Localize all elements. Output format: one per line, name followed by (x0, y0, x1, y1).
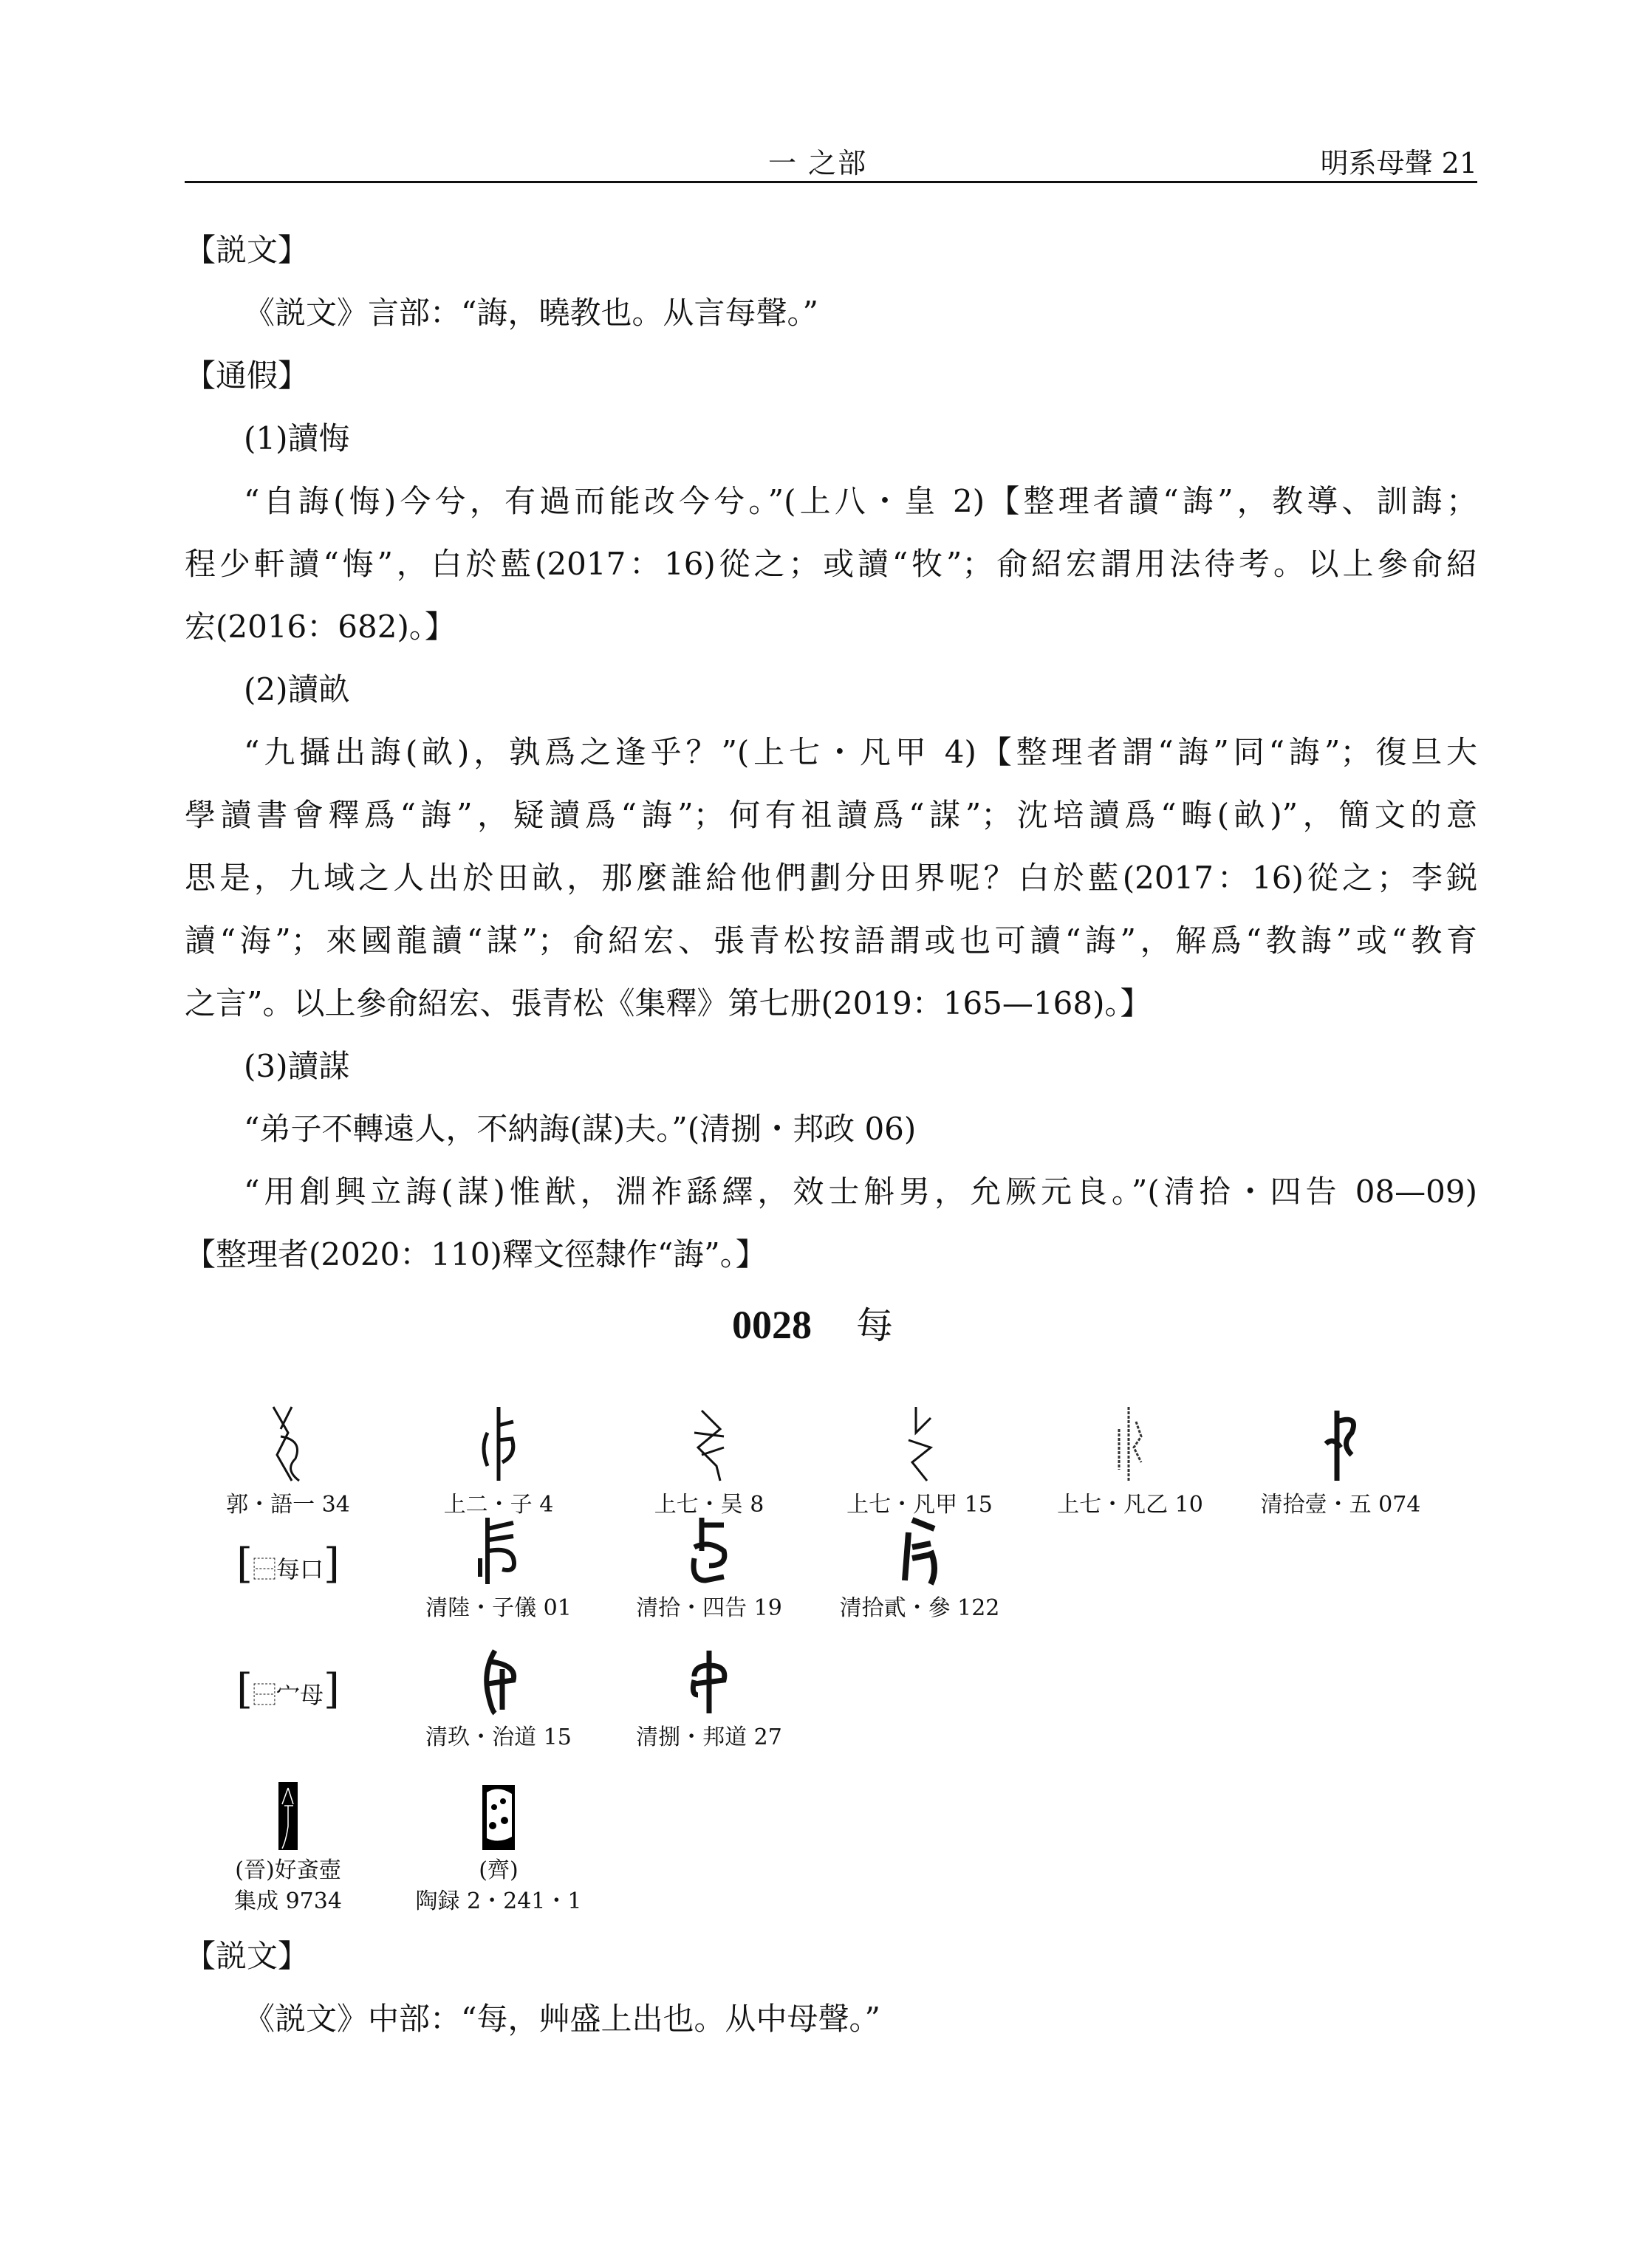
tongjia-heading: 【通假】 (185, 357, 309, 394)
ancient-glyph-image (192, 1374, 384, 1484)
glyph-source: 郭・語一 34 (226, 1492, 350, 1518)
variant-character: ⿱宀母 (252, 1681, 324, 1709)
shuowen-text: 《説文》中部：“每，艸盛上出也。从中母聲。” (244, 2001, 880, 2037)
sub3-line: 【整理者(2020：110)釋文徑隸作“誨”。】 (185, 1236, 767, 1272)
glyph-source: 上二・子 4 (443, 1492, 554, 1518)
glyph-cell (824, 1374, 1016, 1520)
entry-number: 0028 (732, 1303, 812, 1347)
ancient-glyph-image (403, 1643, 595, 1717)
glyph-source: (晉)好蚉壺 (235, 1857, 341, 1883)
glyph-cell (613, 1374, 805, 1520)
glyph-cell (192, 1776, 384, 1916)
glyph-cell (824, 1507, 1016, 1623)
glyph-cell (1245, 1374, 1437, 1520)
ancient-glyph-image (613, 1507, 805, 1588)
glyph-cell (403, 1374, 595, 1520)
glyph-source: 上七・凡甲 15 (846, 1492, 993, 1518)
sub3-line: “弟子不轉遠人，不納誨(謀)夫。”(清捌・邦政 06) (244, 1111, 917, 1147)
sub2-title: (2)讀畝 (244, 671, 350, 708)
entry-title (0, 1296, 1625, 1349)
shuowen-heading: 【説文】 (185, 232, 309, 268)
sub3-title: (3)讀謀 (244, 1048, 350, 1084)
glyph-source: (齊) (479, 1857, 519, 1883)
sub2-line: 思是，九域之人出於田畝，那麼誰給他們劃分田界呢？白於藍(2017：16)從之；李鋭 (185, 860, 1477, 896)
sub1-title: (1)讀悔 (244, 420, 350, 456)
glyph-source: 上七・吴 8 (654, 1492, 764, 1518)
variant-form-label: [⿱宀母] (236, 1665, 340, 1713)
page-header-right: 明系母聲 21 (1320, 147, 1477, 179)
header-rule (185, 181, 1477, 183)
entry-character: 每 (856, 1304, 893, 1347)
sub3-line: “用創興立誨(謀)惟猷，淵祚繇繹，效士斛男，允厥元良。”(清拾・四告 08—09) (244, 1174, 1477, 1210)
shuowen-heading: 【説文】 (185, 1938, 309, 1974)
ancient-glyph-image (403, 1374, 595, 1484)
glyph-cell (613, 1507, 805, 1623)
ancient-glyph-image (824, 1374, 1016, 1484)
sub2-line: 學讀書會釋爲“誨”，疑讀爲“誨”；何有祖讀爲“謀”；沈培讀爲“畮(畝)”，簡文的意 (185, 797, 1477, 833)
glyph-cell (1034, 1374, 1226, 1520)
glyph-cell (192, 1374, 384, 1520)
ancient-glyph-image (613, 1643, 805, 1717)
sub1-line: 程少軒讀“悔”，白於藍(2017：16)從之；或讀“牧”；俞紹宏謂用法待考。以上參俞紹 (185, 546, 1477, 582)
glyph-source: 清玖・治道 15 (425, 1724, 572, 1750)
sub2-line: 讀“海”；來國龍讀“謀”；俞紹宏、張青松按語謂或也可讀“誨”，解爲“教誨”或“教育 (185, 922, 1477, 959)
section-title: 一 之部 (768, 147, 868, 179)
rubbing-image (192, 1776, 384, 1850)
glyph-source: 集成 9734 (234, 1888, 342, 1914)
ancient-glyph-image (824, 1507, 1016, 1588)
variant-form-label: [⿱每口] (236, 1540, 340, 1588)
sub2-line: “九攝出誨(畝)，孰爲之逢乎？”(上七・凡甲 4)【整理者謂“誨”同“誨”；復旦大 (244, 734, 1477, 770)
glyph-cell (613, 1643, 805, 1753)
ancient-glyph-image (403, 1507, 595, 1588)
sub1-line: 宏(2016：682)。】 (185, 609, 456, 645)
ancient-glyph-image (613, 1374, 805, 1484)
rubbing-image (403, 1776, 595, 1850)
glyph-source: 上七・凡乙 10 (1057, 1492, 1203, 1518)
running-header (185, 140, 1477, 177)
glyph-source: 陶録 2・241・1 (415, 1888, 582, 1914)
glyph-source: 清捌・邦道 27 (636, 1724, 782, 1750)
ancient-glyph-image (1245, 1374, 1437, 1484)
variant-character: ⿱每口 (252, 1555, 324, 1583)
sub1-line: “自誨(悔)今兮，有過而能改今兮。”(上八・皇 2)【整理者讀“誨”，教導、訓誨； (244, 483, 1477, 519)
sub2-line: 之言”。以上參俞紹宏、張青松《集釋》第七册(2019：165—168)。】 (185, 985, 1152, 1021)
shuowen-text: 《説文》言部：“誨，曉教也。从言每聲。” (244, 295, 818, 331)
glyph-cell (403, 1643, 595, 1753)
glyph-source: 清拾貳・參 122 (839, 1595, 1000, 1621)
glyph-source: 清拾壹・五 074 (1260, 1492, 1421, 1518)
glyph-cell (403, 1507, 595, 1623)
glyph-cell (403, 1776, 595, 1916)
glyph-source: 清陸・子儀 01 (425, 1595, 572, 1621)
glyph-source: 清拾・四告 19 (636, 1595, 782, 1621)
ancient-glyph-image (1034, 1374, 1226, 1484)
